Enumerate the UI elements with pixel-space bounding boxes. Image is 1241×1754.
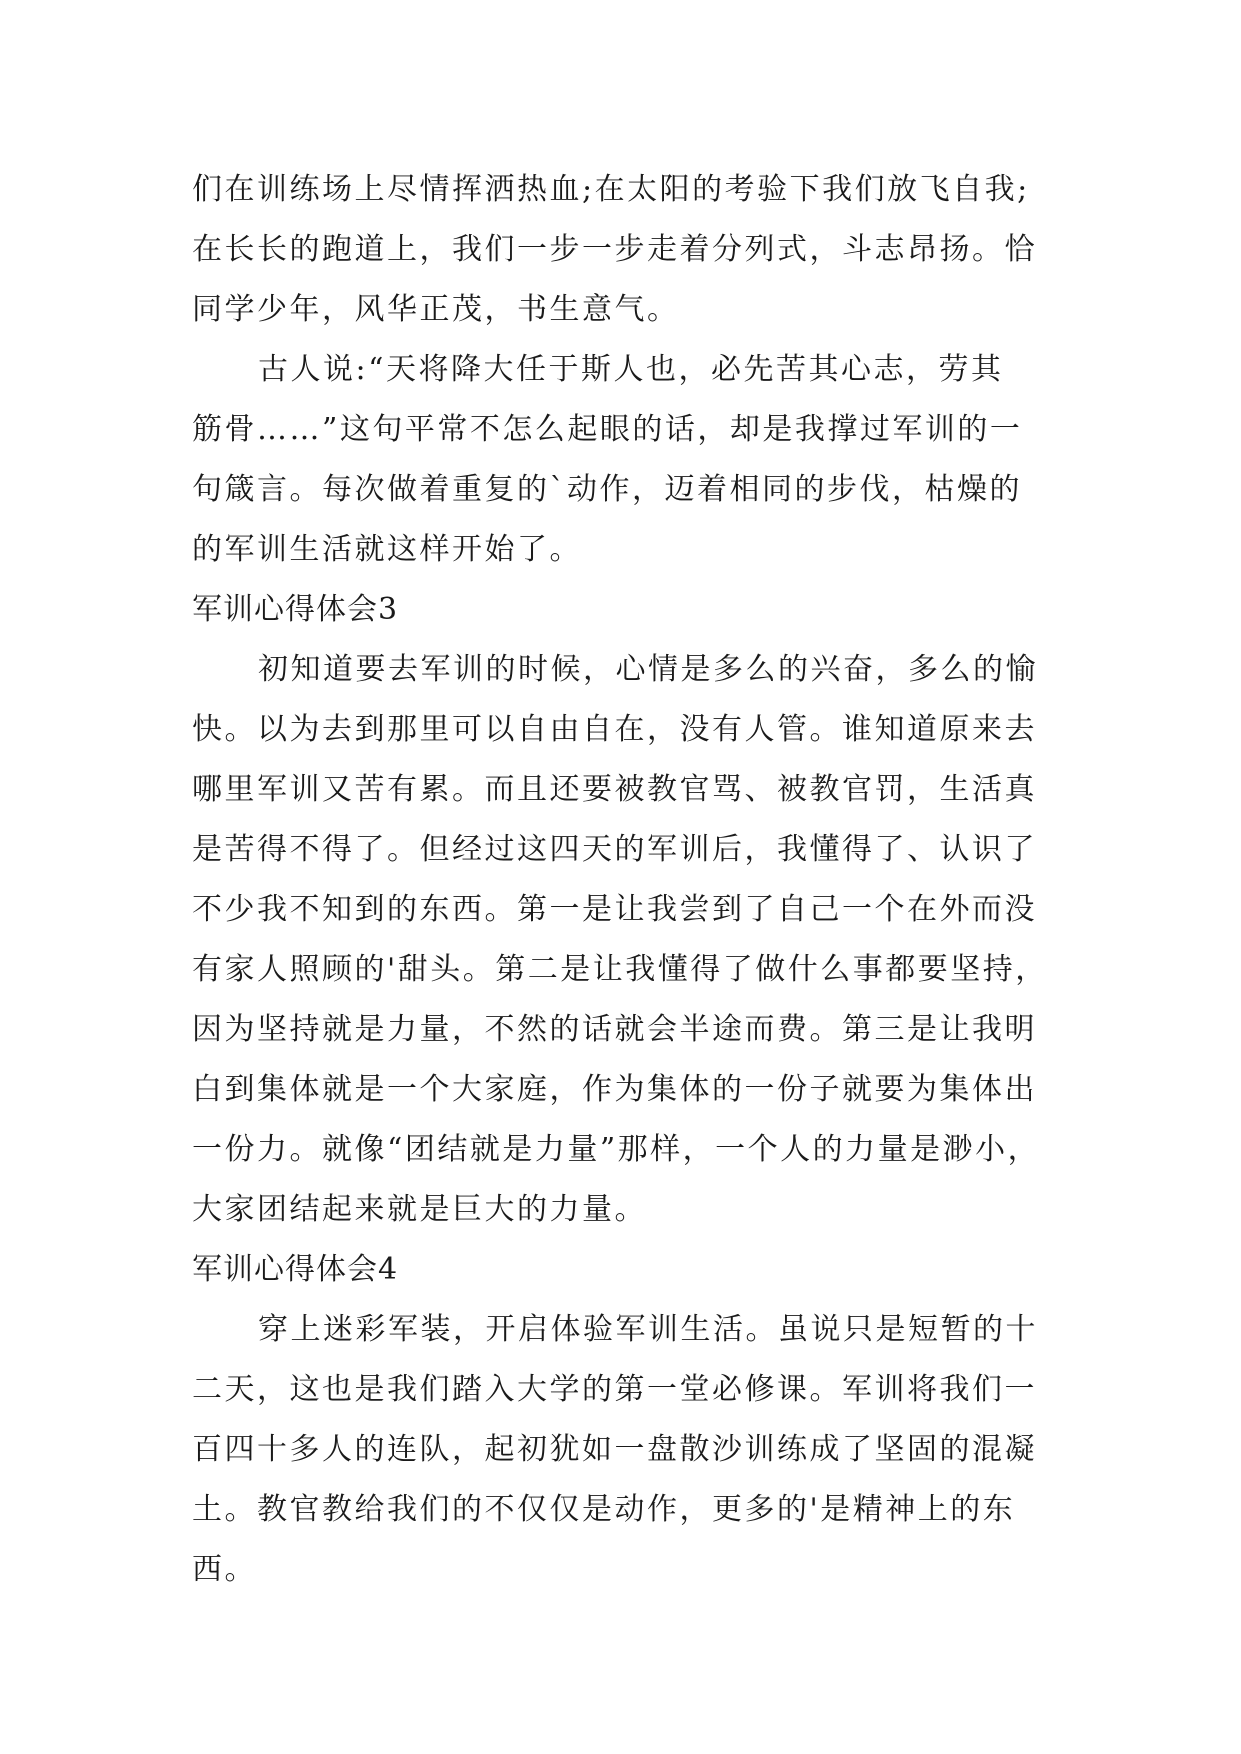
text-line: 有家人照顾的'甜头。第二是让我懂得了做什么事都要坚持， (192, 952, 1048, 987)
section-heading-3: 军训心得体会3 (192, 592, 399, 627)
text-line: 是苦得不得了。但经过这四天的军训后，我懂得了、认识了 (192, 832, 1037, 867)
text-line: 大家团结起来就是巨大的力量。 (192, 1192, 647, 1227)
text-line: 快。以为去到那里可以自由自在，没有人管。谁知道原来去 (192, 712, 1037, 747)
section-heading-4: 军训心得体会4 (192, 1252, 399, 1287)
text-line: 们在训练场上尽情挥洒热血;在太阳的考验下我们放飞自我; (192, 172, 1030, 207)
text-line: 一份力。就像“团结就是力量”那样，一个人的力量是渺小， (192, 1132, 1041, 1167)
text-line: 在长长的跑道上，我们一步一步走着分列式，斗志昂扬。恰 (192, 232, 1037, 267)
text-line: 哪里军训又苦有累。而且还要被教官骂、被教官罚，生活真 (192, 772, 1037, 807)
text-line: 的军训生活就这样开始了。 (192, 532, 582, 567)
paragraph-continuation (192, 160, 1050, 340)
text-line: 古人说:“天将降大任于斯人也，必先苦其心志，劳其 (258, 352, 1004, 387)
section-3-body (192, 640, 1050, 1240)
text-line: 二天，这也是我们踏入大学的第一堂必修课。军训将我们一 (192, 1372, 1037, 1407)
section-4-body (192, 1300, 1050, 1600)
text-line: 句箴言。每次做着重复的`动作，迈着相同的步伐，枯燥的 (192, 472, 1022, 507)
text-line: 白到集体就是一个大家庭，作为集体的一份子就要为集体出 (192, 1072, 1037, 1107)
text-line: 筋骨……”这句平常不怎么起眼的话，却是我撑过军训的一 (192, 412, 1023, 447)
text-line: 初知道要去军训的时候，心情是多么的兴奋，多么的愉 (258, 652, 1038, 687)
text-line: 穿上迷彩军装，开启体验军训生活。虽说只是短暂的十 (258, 1312, 1038, 1347)
text-line: 百四十多人的连队，起初犹如一盘散沙训练成了坚固的混凝 (192, 1432, 1037, 1467)
text-line: 不少我不知到的东西。第一是让我尝到了自己一个在外而没 (192, 892, 1037, 927)
text-line: 因为坚持就是力量，不然的话就会半途而费。第三是让我明 (192, 1012, 1037, 1047)
paragraph-quote (192, 340, 1050, 580)
text-line: 同学少年，风华正茂，书生意气。 (192, 292, 680, 327)
text-line: 土。教官教给我们的不仅仅是动作，更多的'是精神上的东 (192, 1492, 1016, 1527)
document-page (192, 160, 1050, 1600)
text-line: 西。 (192, 1552, 257, 1587)
